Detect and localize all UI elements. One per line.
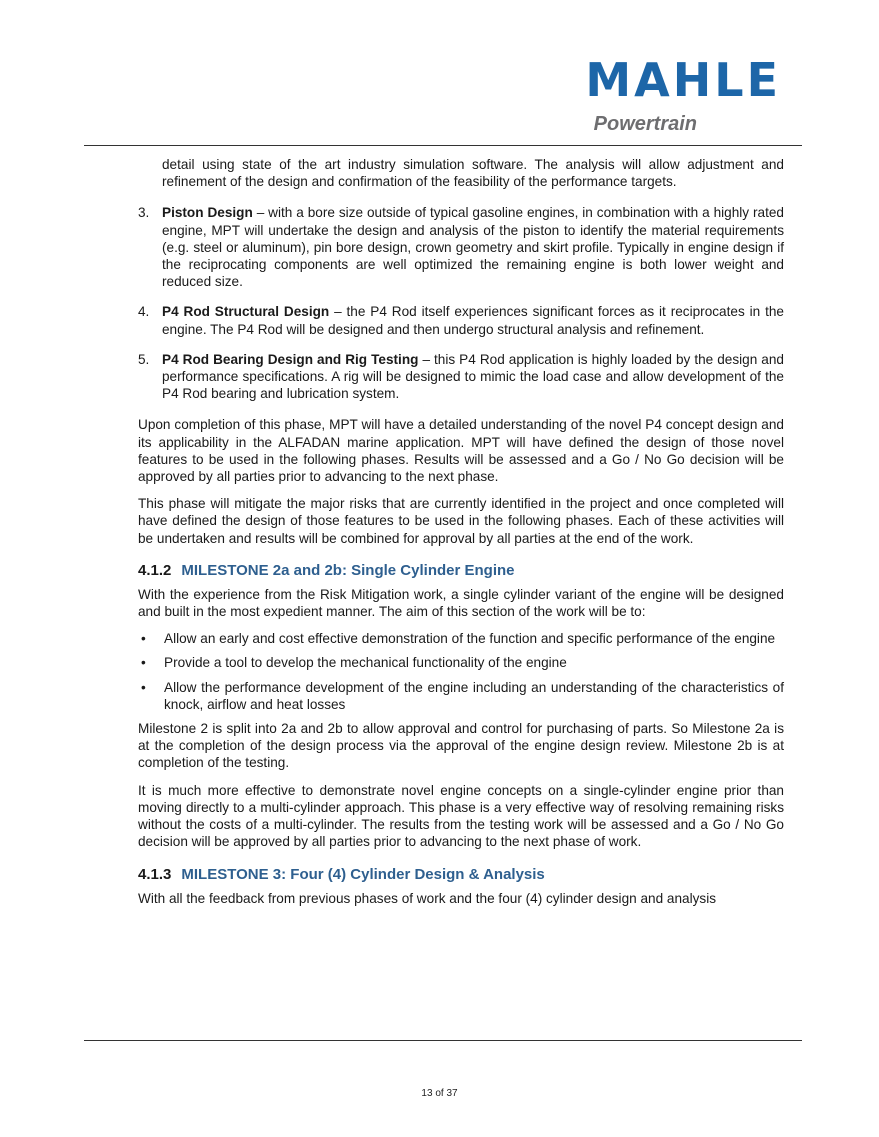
section-title: MILESTONE 2a and 2b: Single Cylinder Engine (181, 561, 515, 579)
footer-rule (84, 1040, 802, 1041)
numbered-list (138, 204, 784, 402)
section-paragraph: Milestone 2 is split into 2a and 2b to allow approval and control for purchasing of parts. So Milestone 2a is at the completion of the design process via the approval of the engine design review. Milestone 2b is at completion of the testing. (138, 721, 784, 771)
list-item (138, 351, 784, 403)
section-number: 4.1.2 (138, 561, 172, 579)
item-title: P4 Rod Structural Design (162, 304, 330, 320)
item-text: – this P4 Rod application is highly loaded by the design and performance specifications. A rig will be designed to mimic the load case and allow development of the P4 Rod bearing and lubrication system. (162, 351, 784, 402)
item-text: – the P4 Rod itself experiences significant forces as it reciprocates in the engine. The P4 Rod will be designed and then undergo structural analysis and refinement. (162, 304, 784, 337)
section-intro: With all the feedback from previous phases of work and the four (4) cylinder design and analysis (138, 890, 717, 906)
intro-continuation: detail using state of the art industry simulation software. The analysis will allow adjustment and refinement of the design and confirmation of the feasibility of the performance targets. (162, 157, 784, 190)
phase-paragraph: Upon completion of this phase, MPT will have a detailed understanding of the novel P4 concept design and its applicability in the ALFADAN marine application. MPT will have defined the design of those novel features to be used in the following phases. Results will be assessed and a Go / No Go decision will be approved by all parties prior to advancing to the next phase. (138, 417, 784, 485)
bullet-item: • Provide a tool to develop the mechanical functionality of the engine (141, 655, 567, 671)
mahle-logo: MAHLE (585, 53, 781, 107)
section-title: MILESTONE 3: Four (4) Cylinder Design & Analysis (181, 865, 545, 883)
item-title: Piston Design (162, 205, 253, 221)
section-intro: With the experience from the Risk Mitigation work, a single cylinder variant of the engine will be designed and built in the most expedient manner. The aim of this section of the work will be to: (138, 586, 784, 620)
bullet-icon: • (141, 631, 146, 647)
item-number: 4. (138, 304, 150, 320)
bullet-list (138, 630, 784, 713)
item-number: 5. (138, 351, 150, 367)
section-number: 4.1.3 (138, 865, 172, 883)
item-number: 3. (138, 205, 150, 221)
bullet-icon: • (141, 655, 146, 671)
section-paragraph: It is much more effective to demonstrate novel engine concepts on a single-cylinder engine prior than moving directly to a multi-cylinder approach. This phase is a very effective way of resolving remaining risks without the costs of a multi-cylinder. The results from the testing work will be assessed and a Go / No Go decision will be approved by all parties prior to advancing to the next phase of work. (138, 782, 784, 850)
section-heading-4-1-2 (138, 561, 784, 580)
item-title: P4 Rod Bearing Design and Rig Testing (162, 351, 419, 367)
item-text: – with a bore size outside of typical gasoline engines, in combination with a highly rated engine, MPT will undertake the design and analysis of the piston to identify the material requirements (e.g. steel or aluminum), pin bore design, crown geometry and skirt profile. Typically in engine design if the reciprocating components are well optimized the remaining engine is both lower weight and reduced size. (162, 205, 784, 290)
logo-subtitle: Powertrain (593, 113, 697, 135)
list-item (138, 204, 784, 290)
phase-paragraph: This phase will mitigate the major risks that are currently identified in the project and once completed will have defined the design of those features to be used in the following phases. Each of these activities will be undertaken and results will be combined for approval by all parties at the end of the work. (138, 496, 784, 546)
body-content (138, 156, 784, 917)
header-rule (84, 145, 802, 146)
bullet-icon: • (141, 679, 146, 695)
section-heading-4-1-3 (138, 865, 784, 884)
bullet-item: • Allow an early and cost effective demonstration of the function and specific performance of the engine (141, 631, 776, 647)
list-item (138, 303, 784, 337)
bullet-item: • Allow the performance development of the engine including an understanding of the characteristics of knock, airflow and heat losses (141, 679, 784, 712)
page-number: 13 of 37 (421, 1088, 458, 1099)
